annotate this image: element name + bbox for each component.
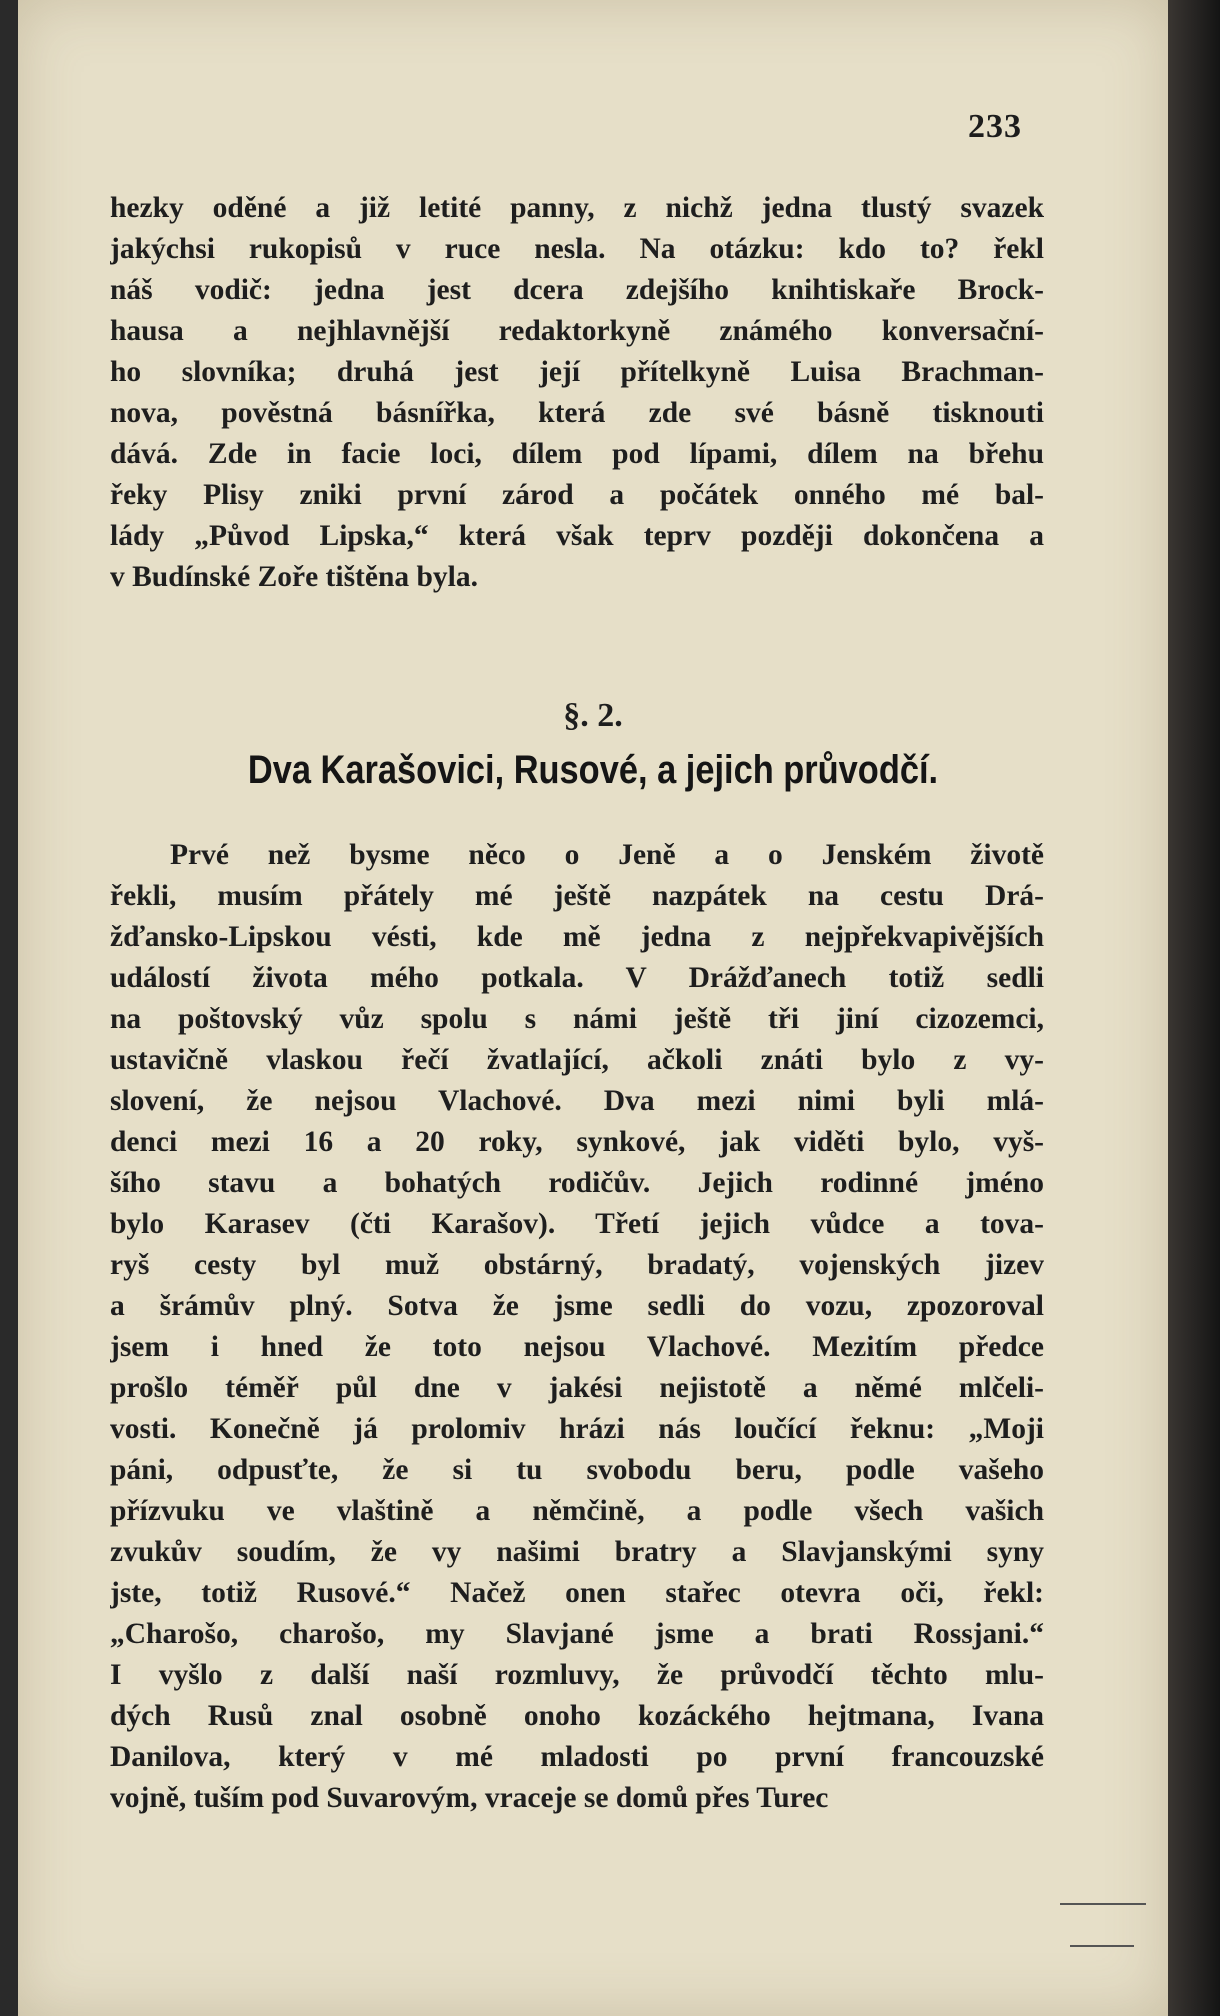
text-line: vosti. Konečně já prolomiv hrázi nás loučící řeknu: „Moji [110,1413,1044,1445]
text-line: řekli, musím přátely mé ještě nazpátek na cestu Drá- [110,880,1044,912]
text-line: na poštovský vůz spolu s námi ještě tři jiní cizozemci, [110,1003,1044,1035]
text-line: přízvuku ve vlaštině a němčině, a podle všech vašich [110,1495,1044,1527]
text-line: Danilova, který v mé mladosti po první francouzské [110,1741,1044,1773]
text-line: a šrámův plný. Sotva že jsme sedli do vozu, zpozoroval [110,1290,1044,1322]
book-page [18,0,1168,2016]
text-line: ustavičně vlaskou řečí žvatlající, ačkoli znáti bylo z vy- [110,1044,1044,1076]
section-title: Dva Karašovici, Rusové, a jejich průvodčí. [247,748,939,792]
text-line: vojně, tuším pod Suvarovým, vraceje se domů přes Turec [110,1782,829,1814]
page-number: 233 [968,108,1022,145]
text-line: I vyšlo z další naší rozmluvy, že průvodčí těchto mlu- [110,1659,1044,1691]
text-line: jakýchsi rukopisů v ruce nesla. Na otázku: kdo to? řekl [110,233,1044,265]
text-line: bylo Karasev (čti Karašov). Třetí jejich vůdce a tova- [110,1208,1044,1240]
text-line: slovení, že nejsou Vlachové. Dva mezi nimi byli mlá- [110,1085,1044,1117]
text-line: v Budínské Zoře tištěna byla. [110,561,478,593]
text-line: zvukův soudím, že vy našimi bratry a Slavjanskými syny [110,1536,1044,1568]
text-line: ryš cesty byl muž obstárný, bradatý, vojenských jizev [110,1249,1044,1281]
text-line: nova, pověstná básnířka, která zde své básně tisknouti [110,397,1044,429]
text-line: hausa a nejhlavnější redaktorkyně známého konversační- [110,315,1044,347]
text-line: denci mezi 16 a 20 roky, synkové, jak viděti bylo, vyš- [110,1126,1044,1158]
text-line: žďansko-Lipskou vésti, kde mě jedna z nejpřekvapivějších [110,921,1044,953]
paragraph-2 [110,835,1044,1819]
text-line: dává. Zde in facie loci, dílem pod lípami, dílem na břehu [110,438,1044,470]
text-line: šího stavu a bohatých rodičův. Jejich rodinné jméno [110,1167,1044,1199]
text-line: dých Rusů znal osobně onoho kozáckého hejtmana, Ivana [110,1700,1044,1732]
text-line: lády „Původ Lipska,“ která však teprv později dokončena a [110,520,1044,552]
paragraph-1 [110,188,1044,598]
text-line: prošlo téměř půl dne v jakési nejistotě a němé mlčeli- [110,1372,1044,1404]
text-line: „Charošo, charošo, my Slavjané jsme a brati Rossjani.“ [110,1618,1044,1650]
text-line: událostí života mého potkala. V Drážďanech totiž sedli [110,962,1044,994]
text-line: jsem i hned že toto nejsou Vlachové. Mezitím předce [110,1331,1044,1363]
text-line: páni, odpusťte, že si tu svobodu beru, podle vašeho [110,1454,1044,1486]
section-number: §. 2. [563,697,623,734]
pencil-mark [1060,1903,1146,1905]
text-line: Prvé než bysme něco o Jeně a o Jenském životě [170,839,1044,871]
text-line: řeky Plisy zniki první zárod a počátek onného mé bal- [110,479,1044,511]
text-line: jste, totiž Rusové.“ Načež onen stařec otevra oči, řekl: [110,1577,1044,1609]
text-line: hezky oděné a již letité panny, z nichž jedna tlustý svazek [110,192,1044,224]
pencil-mark [1070,1945,1134,1947]
text-line: náš vodič: jedna jest dcera zdejšího knihtiskaře Brock- [110,274,1044,306]
page-edge-shadow [1168,0,1220,2016]
text-line: ho slovníka; druhá jest její přítelkyně Luisa Brachman- [110,356,1044,388]
